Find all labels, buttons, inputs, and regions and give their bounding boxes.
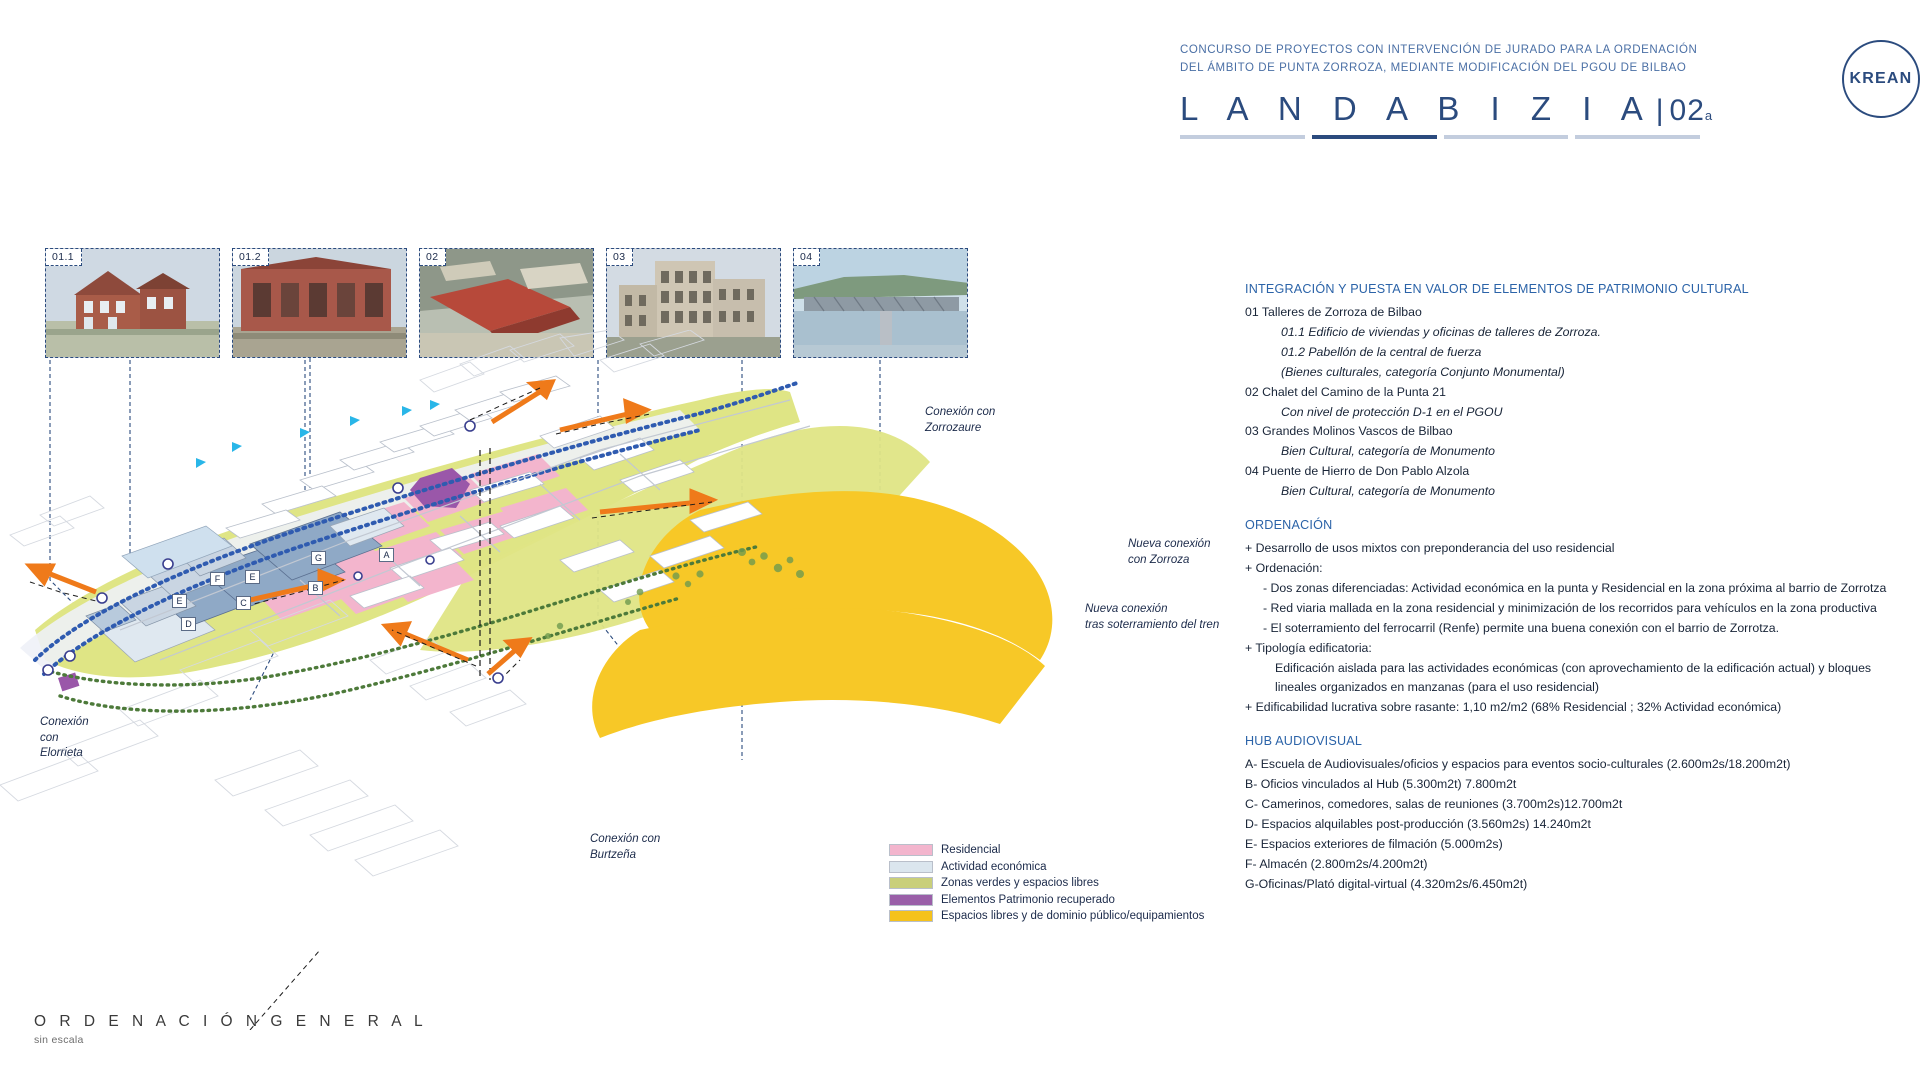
legend-label: Espacios libres y de dominio público/equipamientos — [941, 910, 1205, 923]
ordenacion-title: ORDENACIÓN — [1245, 518, 1333, 533]
ordenacion-line: - Dos zonas diferenciadas: Actividad económica en la punta y Residencial en la zona próxima al barrio de Zorrotza — [1263, 580, 1887, 595]
legend-label: Residencial — [941, 844, 1001, 857]
label-conexion-burtzena: Conexión con Burtzeña — [590, 833, 661, 861]
heritage-line: 01 Talleres de Zorroza de Bilbao — [1245, 305, 1422, 319]
legend-swatch-residencial — [889, 844, 933, 856]
hub-line: A- Escuela de Audiovisuales/oficios y espacios para eventos socio-culturales (2.600m2s/18.200m2t) — [1245, 757, 1791, 772]
sheet-number-value: 02 — [1669, 93, 1705, 127]
legend-item — [889, 908, 1246, 925]
hub-title: HUB AUDIOVISUAL — [1245, 734, 1363, 749]
heritage-line: 04 Puente de Hierro de Don Pablo Alzola — [1245, 464, 1470, 479]
block-label-b: B — [308, 581, 323, 595]
map-legend — [885, 838, 1250, 929]
legend-label: Zonas verdes y espacios libres — [941, 877, 1099, 890]
heritage-line: 01.1 Edificio de viviendas y oficinas de talleres de Zorroza. — [1281, 324, 1601, 339]
photo-tag: 02 — [420, 249, 446, 266]
hub-line: B- Oficios vinculados al Hub (5.300m2t) 7.800m2t — [1245, 777, 1517, 792]
block-label-e2: E — [245, 570, 260, 584]
title-separator: | — [1655, 93, 1664, 127]
competition-line-1: CONCURSO DE PROYECTOS CON INTERVENCIÓN DE JURADO PARA LA ORDENACIÓN — [1180, 44, 1698, 56]
block-label-c: C — [236, 596, 251, 610]
block-label-e: E — [172, 594, 187, 608]
legend-swatch-zonas-verdes — [889, 877, 933, 889]
hub-line: F- Almacén (2.800m2s/4.200m2t) — [1245, 856, 1428, 871]
legend-swatch-actividad-economica — [889, 861, 933, 873]
project-title: L A N D A B I Z I A — [1180, 89, 1654, 127]
photo-tag: 04 — [794, 249, 820, 266]
heritage-line: Bien Cultural, categoría de Monumento — [1281, 444, 1495, 459]
heritage-line: 01.2 Pabellón de la central de fuerza — [1281, 344, 1482, 359]
hub-line: C- Camerinos, comedores, salas de reuniones (3.700m2s)12.700m2t — [1245, 797, 1623, 812]
heritage-line: Bien Cultural, categoría de Monumento — [1281, 484, 1495, 499]
legend-item — [889, 859, 1246, 876]
krean-logo: KREAN — [1842, 40, 1920, 118]
heritage-section — [1245, 282, 1900, 502]
legend-item — [889, 842, 1246, 859]
legend-swatch-patrimonio — [889, 894, 933, 906]
photo-tag: 03 — [607, 249, 633, 266]
heritage-title: INTEGRACIÓN Y PUESTA EN VALOR DE ELEMENTOS DE PATRIMONIO CULTURAL — [1245, 282, 1749, 296]
label-conexion-zorrozaure: Conexión con Zorrozaure — [925, 406, 996, 434]
heritage-line: (Bienes culturales, categoría Conjunto Monumental) — [1281, 364, 1565, 379]
project-title-row — [1180, 90, 1880, 128]
sheet-number — [1670, 94, 1714, 128]
sheet-number-suffix: a — [1704, 107, 1714, 123]
sheet-progress-bars — [1180, 135, 1700, 139]
ordenacion-line: - El soterramiento del ferrocarril (Renfe) permite una buena conexión con el barrio de Zorrotza. — [1263, 620, 1780, 635]
progress-bar-3 — [1444, 135, 1569, 139]
photo-tag: 01.2 — [233, 249, 269, 266]
ordenacion-section — [1245, 518, 1900, 718]
heritage-line: Con nivel de protección D-1 en el PGOU — [1281, 404, 1503, 419]
sheet-footer — [34, 1013, 427, 1046]
progress-bar-2 — [1312, 135, 1437, 139]
legend-label: Actividad económica — [941, 860, 1047, 873]
ordenacion-line: + Ordenación: — [1245, 560, 1323, 575]
hub-line: E- Espacios exteriores de filmación (5.000m2s) — [1245, 836, 1503, 851]
legend-item — [889, 875, 1246, 892]
legend-item — [889, 892, 1246, 909]
competition-line-2: DEL ÁMBITO DE PUNTA ZORROZA, MEDIANTE MODIFICACIÓN DEL PGOU DE BILBAO — [1180, 61, 1687, 74]
photo-tag: 01.1 — [46, 249, 82, 266]
legend-swatch-espacios-libres — [889, 910, 933, 922]
heritage-line: 02 Chalet del Camino de la Punta 21 — [1245, 384, 1446, 399]
ordenacion-line: lineales organizados en manzanas (para el uso residencial) — [1275, 680, 1600, 695]
viewpoint-markers — [196, 400, 440, 468]
progress-bar-4 — [1575, 135, 1700, 139]
block-label-f: F — [210, 572, 225, 586]
block-label-g: G — [311, 551, 326, 565]
hub-section — [1245, 734, 1900, 894]
block-label-d: D — [181, 617, 196, 631]
hub-line: D- Espacios alquilables post-producción (3.560m2s) 14.240m2t — [1245, 816, 1591, 831]
drawing-scale: sin escala — [34, 1034, 84, 1046]
sheet-header — [1180, 42, 1880, 139]
text-panel — [1245, 282, 1900, 911]
heritage-line: 03 Grandes Molinos Vascos de Bilbao — [1245, 424, 1453, 439]
ordenacion-line: + Edificabilidad lucrativa sobre rasante: 1,10 m2/m2 (68% Residencial ; 32% Actividad económica) — [1245, 700, 1782, 715]
ordenacion-line: - Red viaria mallada en la zona residencial y minimización de los recorridos para vehículos en la zona productiva — [1263, 600, 1877, 615]
block-label-a: A — [379, 548, 394, 562]
progress-bar-1 — [1180, 135, 1305, 139]
legend-label: Elementos Patrimonio recuperado — [941, 893, 1115, 906]
hub-line: G-Oficinas/Plató digital-virtual (4.320m2s/6.450m2t) — [1245, 876, 1528, 891]
label-nueva-conexion-soterramiento: Nueva conexión tras soterramiento del tren — [1085, 603, 1220, 631]
label-conexion-elorrieta: Conexión con Elorrieta — [40, 716, 89, 760]
ordenacion-line: + Desarrollo de usos mixtos con preponderancia del uso residencial — [1245, 541, 1615, 556]
ordenacion-line: Edificación aislada para las actividades económicas (con aprovechamiento de la edificación actual) y bloques — [1275, 660, 1872, 675]
drawing-title: O R D E N A C I Ó N G E N E R A L — [34, 1013, 428, 1030]
ordenacion-line: + Tipología edificatoria: — [1245, 640, 1372, 655]
label-nueva-conexion-zorroza: Nueva conexión con Zorroza — [1128, 538, 1211, 566]
